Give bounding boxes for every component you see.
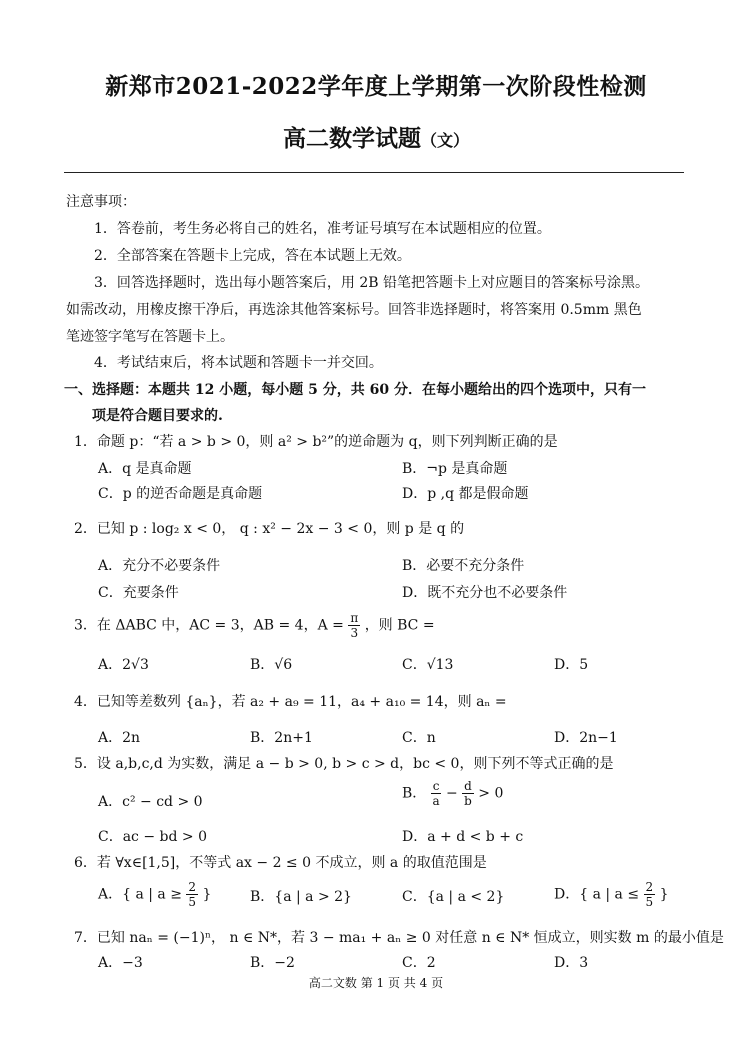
notes-item-2: 2．全部答案在答题卡上完成，答在本试题上无效。: [94, 248, 411, 264]
exam-title: 新郑市2021-2022学年度上学期第一次阶段性检测: [105, 73, 647, 100]
q4-option-d: D．2n−1: [554, 730, 618, 746]
q5-option-a: A．c² − cd > 0: [98, 794, 203, 810]
q3-option-c: C．√13: [402, 657, 454, 673]
q3-stem-post: ，则 BC =: [364, 617, 435, 634]
q3-frac-num: π: [350, 611, 359, 625]
exam-subtitle: [0, 120, 752, 153]
q5-b-fraction-2: [462, 780, 474, 807]
section-heading: 一、选择题：本题共 12 小题，每小题 5 分，共 60 分．在每小题给出的四个选项中，只有一: [64, 382, 646, 398]
subtitle-text: 高二数学试题: [282, 125, 421, 152]
q4-option-b: B．2n+1: [250, 730, 313, 746]
q5-stem: 5．设 a,b,c,d 为实数，满足 a − b > 0, b > c > d，bc < 0，则下列不等式正确的是: [74, 756, 614, 772]
q6-option-c: C．{a | a < 2}: [402, 889, 505, 905]
q1-option-a: A．q 是真命题: [98, 461, 192, 477]
q6-stem: 6．若 ∀x∈[1,5]，不等式 ax − 2 ≤ 0 不成立，则 a 的取值范围是: [74, 855, 487, 871]
q6-a-post: }: [202, 886, 212, 903]
subtitle-tag: （文）: [420, 131, 469, 150]
q7-option-d: D．3: [554, 955, 589, 971]
notes-item-3-cont: 如需改动，用橡皮擦干净后，再选涂其他答案标号。回答非选择题时，将答案用 0.5mm 黑色: [66, 302, 642, 318]
header-divider: [64, 172, 684, 173]
q6-a-fraction: [186, 881, 198, 908]
q5-b-f1-num: c: [432, 779, 440, 793]
q7-option-b: B．−2: [250, 955, 295, 971]
q6-d-num: 2: [645, 880, 654, 894]
notes-item-4: 4．考试结束后，将本试题和答题卡一并交回。: [94, 355, 383, 371]
q1-option-d: D．p ,q 都是假命题: [402, 486, 529, 502]
q6-option-b: B．{a | a > 2}: [250, 889, 352, 905]
notes-item-3-cont2: 笔迹签字笔写在答题卡上。: [66, 329, 234, 345]
q7-stem: 7．已知 naₙ = (−1)ⁿ， n ∈ N*，若 3 − ma₁ + aₙ ≥ 0 对任意 n ∈ N* 恒成立，则实数 m 的最小值是: [74, 930, 724, 946]
q1-option-c: C．p 的逆否命题是真命题: [98, 486, 263, 502]
q3-stem: [74, 612, 435, 639]
q6-d-post: }: [659, 886, 669, 903]
q6-a-pre: A．{ a | a ≥: [98, 886, 182, 903]
q3-option-b: B．√6: [250, 657, 293, 673]
q5-b-f2-num: d: [464, 779, 472, 793]
q6-a-num: 2: [188, 880, 197, 894]
q3-angle-fraction: [348, 612, 360, 639]
q5-b-post: > 0: [478, 785, 504, 802]
q4-option-a: A．2n: [98, 730, 141, 746]
q3-stem-pre: 3．在 ΔABC 中，AC = 3，AB = 4，A =: [74, 617, 344, 634]
q7-option-c: C．2: [402, 955, 436, 971]
q2-option-b: B．必要不充分条件: [402, 558, 525, 574]
q1-option-b: B．¬p 是真命题: [402, 461, 508, 477]
q5-option-d: D．a + d < b + c: [402, 829, 524, 845]
q3-frac-den: 3: [350, 626, 359, 640]
q5-b-f2-den: b: [464, 794, 472, 808]
q2-option-c: C．充要条件: [98, 585, 179, 601]
q5-option-b: [402, 780, 503, 807]
q5-option-c: C．ac − bd > 0: [98, 829, 207, 845]
section-heading-cont: 项是符合题目要求的.: [92, 408, 223, 424]
q5-b-f1-den: a: [432, 794, 440, 808]
notes-item-1: 1．答卷前，考生务必将自己的姓名，准考证号填写在本试题相应的位置。: [94, 221, 551, 237]
q3-option-a: A．2√3: [98, 657, 149, 673]
q5-b-fraction-1: [431, 780, 442, 807]
q5-b-minus: −: [445, 785, 458, 802]
q5-option-b-label: B．: [402, 785, 427, 802]
q6-a-den: 5: [188, 895, 197, 909]
q7-option-a: A．−3: [98, 955, 143, 971]
q2-option-a: A．充分不必要条件: [98, 558, 221, 574]
q2-stem: 2．已知 p : log₂ x < 0， q : x² − 2x − 3 < 0，则 p 是 q 的: [74, 521, 465, 537]
q6-d-pre: D．{ a | a ≤: [554, 886, 640, 903]
q6-d-den: 5: [645, 895, 654, 909]
q4-option-c: C．n: [402, 730, 436, 746]
q6-option-a: [98, 881, 211, 908]
page-footer: 高二文数 第 1 页 共 4 页: [308, 976, 444, 990]
q6-option-d: [554, 881, 669, 908]
q2-option-d: D．既不充分也不必要条件: [402, 585, 568, 601]
notes-heading: 注意事项：: [66, 194, 136, 210]
q6-d-fraction: [644, 881, 656, 908]
q3-option-d: D．5: [554, 657, 589, 673]
q1-stem: 1．命题 p：“若 a > b > 0，则 a² > b²”的逆命题为 q，则下列判断正确的是: [74, 434, 558, 450]
notes-item-3: 3．回答选择题时，选出每小题答案后，用 2B 铅笔把答题卡上对应题目的答案标号涂黑。: [94, 275, 650, 291]
q4-stem: 4．已知等差数列 {aₙ}，若 a₂ + a₉ = 11，a₄ + a₁₀ = 14，则 aₙ =: [74, 694, 507, 710]
